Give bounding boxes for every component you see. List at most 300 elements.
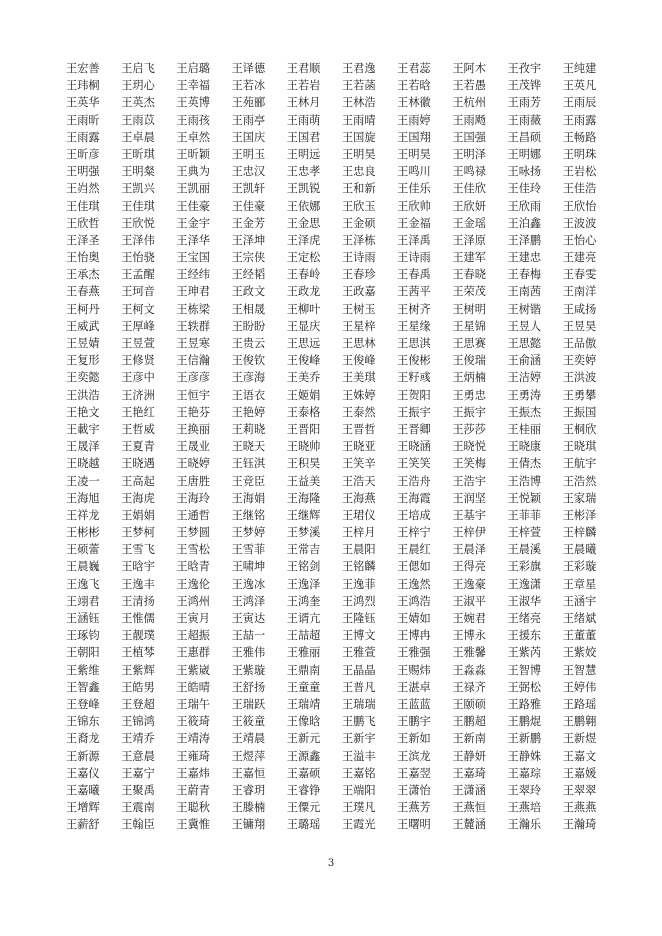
name-cell: 王新源 [66,749,100,763]
name-cell: 王嘉翌 [397,766,431,780]
name-cell: 王晨阳 [341,543,376,557]
name-cell: 王晨溪 [507,543,542,557]
name-cell: 王茂铧 [507,79,542,93]
name-cell: 王金芳 [231,216,266,230]
name-cell: 王艳文 [66,405,100,419]
name-cell: 王国君 [286,130,321,144]
name-cell: 王铭麟 [341,560,376,574]
name-cell: 王寅月 [176,612,210,625]
name-cell: 王博永 [452,629,486,643]
name-cell: 王明粲 [121,165,155,179]
name-cell: 王泽坤 [231,233,266,247]
name-cell: 王忠孝 [286,165,321,179]
name-cell: 王新如 [397,732,431,746]
name-cell: 王振国 [562,405,597,419]
name-cell: 王品傲 [562,337,597,350]
name-cell: 王春晓 [452,268,486,282]
name-cell: 王昱寒 [176,337,210,350]
name-cell: 王竞臣 [231,474,266,488]
name-cell: 王欣雨 [507,199,542,213]
name-cell: 王路雅 [507,697,542,711]
name-cell: 王晨红 [397,543,431,557]
name-cell: 王译德 [231,62,266,75]
name-cell: 王欣妍 [452,199,486,213]
name-cell: 王高起 [121,474,155,488]
name-cell: 王欣哲 [66,216,100,230]
name-cell: 王鹏超 [452,715,486,729]
name-cell: 王静姝 [507,749,542,763]
name-cell: 王星缘 [397,319,431,333]
name-cell: 王厚峰 [121,319,155,333]
name-cell: 王玥心 [121,79,155,93]
name-cell: 王凌一 [66,474,100,488]
name-cell: 王佳玲 [507,182,542,196]
name-cell: 王聪秋 [176,801,210,815]
name-cell: 王明昊 [341,147,376,161]
name-cell: 王璐瑶 [286,818,321,832]
name-cell: 王涵钰 [66,612,100,625]
name-cell: 王凯锐 [286,182,321,196]
name-cell: 王晓婷 [176,457,210,471]
name-cell: 王增辉 [66,801,100,815]
name-cell: 王若晗 [397,79,431,93]
name-cell: 王幸福 [176,79,210,93]
name-cell: 王雅萱 [341,646,376,660]
name-cell: 王镛翔 [231,818,266,832]
name-cell: 王博冉 [397,629,431,643]
name-cell: 王晓亚 [341,440,376,454]
name-cell: 王浩宇 [452,474,486,488]
name-cell: 王夏青 [121,440,155,454]
name-cell: 王积昊 [286,457,321,471]
name-cell: 王英博 [176,96,210,110]
name-cell: 王嘉琦 [452,766,486,780]
name-cell: 王婷伟 [562,680,597,694]
name-cell: 王梓萱 [507,526,542,540]
name-cell: 王咸扬 [562,302,597,316]
name-cell: 王婧如 [397,612,431,625]
name-cell: 王思林 [341,337,376,350]
name-cell: 王逸冰 [231,577,266,591]
name-cell: 王雨薇 [507,113,542,127]
name-cell: 王修贤 [121,354,155,368]
name-cell: 王俊钦 [231,354,266,368]
name-cell: 王艳芬 [176,405,210,419]
name-cell: 王欣怡 [562,199,597,213]
name-cell: 王凯兴 [121,182,155,196]
name-cell: 王政嘉 [341,285,376,299]
name-cell: 王滨龙 [397,749,431,763]
name-cell: 王晟泽 [66,440,100,454]
name-cell: 王柯丹 [66,302,100,316]
name-cell: 王燕芳 [397,801,431,815]
name-cell: 王林徽 [397,96,431,110]
name-cell: 王璞凡 [341,801,376,815]
name-cell: 王林浩 [341,96,376,110]
name-cell: 王晓悦 [452,440,486,454]
name-cell: 王麓涵 [452,818,486,832]
name-cell: 王皓晴 [176,680,210,694]
name-cell: 王宗侠 [231,251,266,265]
name-cell: 王雨芳 [507,96,542,110]
name-cell: 王意晨 [121,749,155,763]
name-cell: 王诗雨 [341,251,376,265]
name-cell: 王雨飏 [452,113,486,127]
name-cell: 王博文 [341,629,376,643]
name-cell: 王晶晶 [341,663,376,677]
name-cell: 王益美 [286,474,321,488]
name-cell: 王彦海 [231,371,266,385]
name-cell: 王燕恒 [452,801,486,815]
name-cell: 王信瀚 [176,354,210,368]
name-cell: 王嘉文 [562,749,597,763]
name-cell: 王锦鸿 [121,715,155,729]
name-cell: 王诗雨 [397,251,431,265]
name-cell: 王雨晴 [341,113,376,127]
name-cell: 王钰淇 [231,457,266,471]
name-cell: 王曙明 [397,818,431,832]
name-cell: 王国庆 [231,130,266,144]
name-cell: 王欣帅 [397,199,431,213]
name-cell: 王鸿浩 [397,594,431,608]
name-cell: 王梦婷 [231,526,266,540]
name-cell: 王培成 [397,508,431,522]
name-cell: 王杭州 [452,96,486,110]
name-cell: 王艳红 [121,405,155,419]
name-cell: 王紫璇 [231,663,266,677]
name-cell: 王倩杰 [507,457,542,471]
name-cell: 王鸿泽 [231,594,266,608]
name-cell: 王振杰 [507,405,542,419]
name-cell: 王继辉 [286,508,321,522]
name-cell: 王凯轩 [231,182,266,196]
name-cell: 王树齐 [397,302,431,316]
name-cell: 王宝国 [176,251,210,265]
name-cell: 王雍琦 [176,749,210,763]
name-cell: 王若菡 [341,79,376,93]
name-cell: 王赐炜 [397,663,431,677]
name-cell: 王明远 [286,147,321,161]
name-cell: 王婉君 [452,612,486,625]
name-cell: 王海虎 [121,491,155,505]
name-cell: 王欣玉 [341,199,376,213]
name-cell: 王和新 [341,182,376,196]
name-cell: 王鸿州 [176,594,210,608]
name-cell: 王明玉 [231,147,266,161]
name-cell: 王昱萱 [121,337,155,350]
name-cell: 王贵云 [231,337,266,350]
name-cell: 王隆钰 [341,612,376,625]
page-number: 3 [327,858,335,869]
name-cell: 王昌硕 [507,130,542,144]
name-cell: 王金瑶 [452,216,486,230]
name-cell: 王俊瑞 [452,354,486,368]
name-cell: 王怡骁 [121,251,155,265]
name-cell: 王若冰 [231,79,266,93]
name-cell: 王哲威 [121,422,155,436]
name-cell: 王彬彬 [66,526,100,540]
name-cell: 王姝婷 [341,388,376,402]
name-cell: 王振宇 [452,405,486,419]
name-cell: 王雨萌 [286,113,321,127]
name-cell: 王嘉铭 [341,766,376,780]
name-cell: 王承杰 [66,268,100,282]
name-cell: 王彩旗 [507,560,542,574]
name-cell: 王英凡 [562,79,597,93]
name-cell: 王晋哲 [341,422,376,436]
name-cell: 王彩璇 [562,560,597,574]
name-cell: 王薪舒 [66,818,100,832]
name-cell: 王裔龙 [66,732,100,746]
name-cell: 王偲如 [397,560,431,574]
name-cell: 王昕颖 [176,147,210,161]
name-cell: 王复形 [66,354,100,368]
name-cell: 王植棽 [121,646,155,660]
name-cell: 王源鑫 [286,749,321,763]
name-cell: 王家瑞 [562,491,597,505]
name-cell: 王政文 [231,285,266,299]
name-cell: 王晓康 [507,440,542,454]
name-cell: 王彦彦 [176,371,210,385]
name-cell: 王禄齐 [452,680,486,694]
name-cell: 王逸潇 [507,577,542,591]
name-cell: 王嘉硕 [286,766,321,780]
name-cell: 王思赛 [452,337,486,350]
name-cell: 王润坚 [452,491,486,505]
name-cell: 王睿玥 [231,783,266,797]
name-cell: 王洪波 [562,371,597,385]
name-cell: 王紫姣 [562,646,597,660]
name-cell: 王梦柯 [121,526,155,540]
name-cell: 王梓月 [341,526,376,540]
name-cell: 王绪斌 [562,612,597,625]
name-cell: 王俊峰 [341,354,376,368]
name-cell: 王晗宇 [121,560,155,574]
name-cell: 王祥龙 [66,508,100,522]
name-cell: 王嘉宁 [121,766,155,780]
name-cell: 王忠良 [341,165,376,179]
name-list-grid [66,60,618,833]
name-cell: 王佳琪 [66,199,100,213]
name-cell: 王南洋 [562,285,597,299]
name-cell: 王舒扬 [231,680,266,694]
name-cell: 王航宇 [562,457,597,471]
name-cell: 王孜宇 [507,62,542,75]
name-cell: 王春禹 [397,268,431,282]
name-cell: 王章星 [562,577,597,591]
name-cell: 王智鑫 [66,680,100,694]
name-cell: 王春燕 [66,285,100,299]
name-cell: 王佳豪 [231,199,266,213]
name-cell: 王经韬 [231,268,266,282]
name-cell: 王明娜 [507,147,542,161]
name-cell: 王树玉 [341,302,376,316]
name-cell: 王晋卿 [397,422,431,436]
name-cell: 王雨婷 [397,113,431,127]
name-cell: 王海娟 [231,491,266,505]
name-cell: 王鸿奎 [286,594,321,608]
name-cell: 王惟儒 [121,612,155,625]
name-cell: 王硕蕾 [66,543,100,557]
name-cell: 王泽栋 [341,233,376,247]
name-cell: 王梓麟 [562,526,597,540]
name-cell: 王喆超 [286,629,321,643]
name-cell: 王南茜 [507,285,542,299]
name-cell: 王春珍 [341,268,376,282]
name-cell: 王雅馨 [452,646,486,660]
name-cell: 王树锴 [507,302,542,316]
name-cell: 王燕燕 [562,801,597,815]
name-cell: 王喆一 [231,629,266,643]
name-cell: 王睿铮 [286,783,321,797]
name-cell: 王昱婧 [66,337,100,350]
name-cell: 王美琪 [341,371,376,385]
name-cell: 王淼淼 [452,663,486,677]
name-cell: 王瀚乐 [507,818,542,832]
name-cell: 王泰然 [341,405,376,419]
name-cell: 王彬泽 [562,508,597,522]
name-cell: 王奕懿 [66,371,100,385]
name-cell: 王美乔 [286,371,321,385]
name-cell: 王籽彧 [397,371,431,385]
name-cell: 王霞光 [341,818,376,832]
name-cell: 王載宇 [66,422,100,436]
name-cell: 王淑华 [507,594,542,608]
name-cell: 王俊彬 [397,354,431,368]
name-cell: 王建忠 [507,251,542,265]
name-cell: 王晨曦 [562,543,597,557]
name-cell: 王恒宇 [176,388,210,402]
name-cell: 王逸飞 [66,577,100,591]
name-cell: 王智博 [507,663,542,677]
name-cell: 王笑辛 [341,457,376,471]
name-cell: 王紫维 [66,663,100,677]
name-cell: 王威武 [66,319,100,333]
name-cell: 王春雯 [562,268,597,282]
name-cell: 王雅丽 [286,646,321,660]
name-cell: 王思淇 [397,337,431,350]
name-cell: 王寅达 [231,612,266,625]
name-cell: 王振宇 [397,405,431,419]
name-cell: 王颐硕 [452,697,486,711]
name-cell: 王梓伊 [452,526,486,540]
name-cell: 王嘉琮 [507,766,542,780]
name-cell: 王晓帅 [286,440,321,454]
name-cell: 王嘉恒 [231,766,266,780]
name-cell: 王国强 [452,130,486,144]
name-cell: 王浩舟 [397,474,431,488]
name-cell: 王晓天 [231,440,266,454]
name-cell: 王琢钧 [66,629,100,643]
name-cell: 王唐胜 [176,474,210,488]
name-cell: 王智慧 [562,663,597,677]
name-cell: 王晓涵 [397,440,431,454]
name-cell: 王佳浩 [562,182,597,196]
name-cell: 王泽伟 [121,233,155,247]
name-cell: 王怡奥 [66,251,100,265]
name-cell: 王明强 [66,165,100,179]
name-cell: 王逸菲 [341,577,376,591]
name-cell: 王蔚青 [176,783,210,797]
name-cell: 王政龙 [286,285,321,299]
name-cell: 王桂丽 [507,422,542,436]
name-cell: 王超振 [176,629,210,643]
name-cell: 王晨巍 [66,560,100,574]
name-cell: 王朝阳 [66,646,100,660]
name-cell: 王靖涛 [176,732,210,746]
name-cell: 王潇怡 [397,783,431,797]
name-cell: 王嘉曦 [66,783,100,797]
name-cell: 王畅路 [562,130,597,144]
name-cell: 王靖乔 [121,732,155,746]
name-cell: 王明珠 [562,147,597,161]
name-cell: 王笑笑 [397,457,431,471]
name-cell: 王宏善 [66,62,100,75]
name-cell: 王泽华 [176,233,210,247]
name-cell: 王雨孩 [176,113,210,127]
name-cell: 王董董 [562,629,597,643]
name-cell: 王翠玲 [507,783,542,797]
name-cell: 王潇涵 [452,783,486,797]
name-cell: 王思懿 [507,337,542,350]
name-cell: 王逸豪 [452,577,486,591]
name-cell: 王浩天 [341,474,376,488]
name-cell: 王珅君 [176,285,210,299]
name-cell: 王泽鹏 [507,233,542,247]
name-cell: 王忠汉 [231,165,266,179]
name-cell: 王继铭 [231,508,266,522]
name-cell: 王鸿烈 [341,594,376,608]
name-cell: 王佳琪 [121,199,155,213]
name-cell: 王国旋 [341,130,376,144]
name-cell: 王震南 [121,801,155,815]
name-cell: 王经纬 [176,268,210,282]
name-cell: 王启璐 [176,62,210,75]
name-cell: 王勇攀 [562,388,597,402]
name-cell: 王悦颖 [507,491,542,505]
name-cell: 王俞涵 [507,354,542,368]
name-cell: 王紫芮 [507,646,542,660]
name-cell: 王卓晨 [121,130,155,144]
name-cell: 王金福 [397,216,431,230]
name-cell: 王泽原 [452,233,486,247]
name-cell: 王冀惟 [176,818,210,832]
name-cell: 王荣茂 [452,285,486,299]
name-cell: 王梓宁 [397,526,431,540]
name-cell: 王济洲 [121,388,155,402]
name-cell: 王泽禹 [397,233,431,247]
name-cell: 王海隆 [286,491,321,505]
name-cell: 王金宇 [176,216,210,230]
name-cell: 王君逸 [341,62,376,75]
name-cell: 王柳叶 [286,302,321,316]
name-cell: 王笑梅 [452,457,486,471]
name-cell: 王瑞午 [176,697,210,711]
name-cell: 王逸丰 [121,577,155,591]
name-cell: 王星锦 [452,319,486,333]
name-cell: 王菲菲 [507,508,542,522]
name-cell: 王国翔 [397,130,431,144]
name-cell: 王佳豪 [176,199,210,213]
name-cell: 王炳楠 [452,371,486,385]
name-cell: 王雨亭 [231,113,266,127]
name-cell: 王英华 [66,96,100,110]
name-cell: 王浩然 [562,474,597,488]
name-cell: 王俊峰 [286,354,321,368]
name-cell: 王新煜 [562,732,597,746]
name-cell: 王雪飞 [121,543,155,557]
name-cell: 王佳乐 [397,182,431,196]
